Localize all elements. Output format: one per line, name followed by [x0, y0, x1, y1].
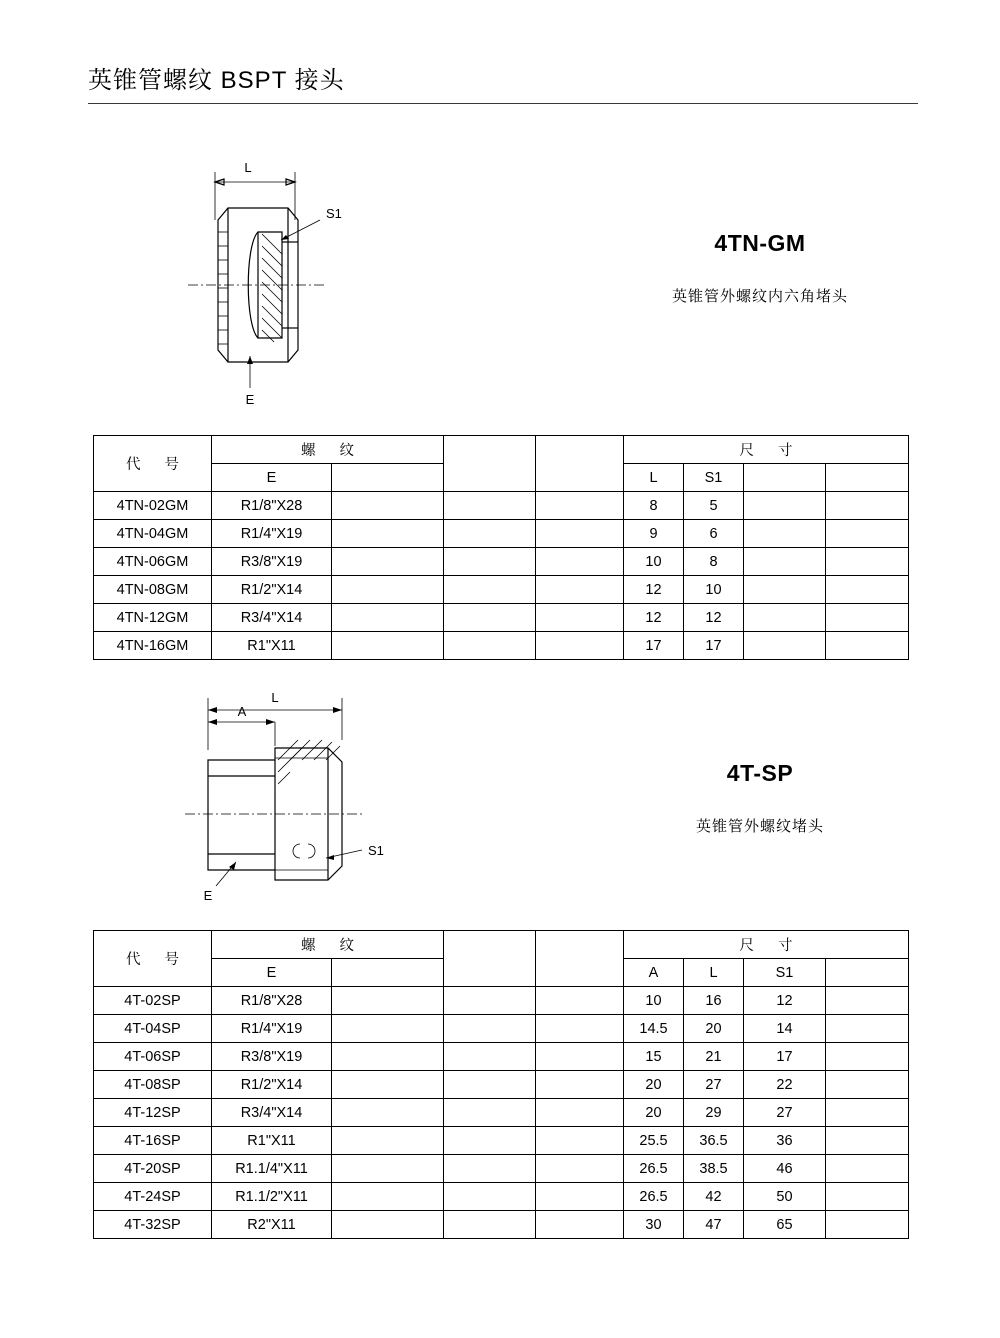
drawing-label-l: L: [271, 690, 279, 705]
page-title: 英锥管螺纹 BSPT 接头: [88, 67, 345, 94]
cell-a: 15: [624, 1043, 684, 1071]
cell-a: 14.5: [624, 1015, 684, 1043]
cell-code: 4T-08SP: [94, 1071, 212, 1099]
cell-code: 4TN-12GM: [94, 604, 212, 632]
cell-blank-2: [444, 604, 536, 632]
cell-l: 17: [624, 632, 684, 660]
cell-blank-2: [444, 1183, 536, 1211]
cell-e: R3/8"X19: [212, 548, 332, 576]
header-code: 代 号: [94, 436, 212, 492]
cell-blank-4: [826, 1183, 909, 1211]
cell-blank-4: [744, 576, 826, 604]
table-header-row: [94, 436, 909, 464]
cell-a: 25.5: [624, 1127, 684, 1155]
cell-code: 4T-20SP: [94, 1155, 212, 1183]
table-row: [94, 1127, 909, 1155]
subheader-blank-2: [444, 959, 536, 987]
cell-blank-3: [536, 1043, 624, 1071]
product-description: 英锥管外螺纹堵头: [695, 818, 824, 835]
cell-blank-1: [332, 1099, 444, 1127]
cell-blank-3: [536, 1155, 624, 1183]
cell-blank-4: [826, 1043, 909, 1071]
subheader-blank-3: [536, 464, 624, 492]
cell-s1: 8: [684, 548, 744, 576]
cell-l: 20: [684, 1015, 744, 1043]
cell-blank-3: [536, 1183, 624, 1211]
cell-e: R1"X11: [212, 1127, 332, 1155]
product-description: 英锥管外螺纹内六角堵头: [671, 288, 848, 305]
product-label-4tn-gm: [560, 230, 960, 306]
cell-s1: 6: [684, 520, 744, 548]
cell-blank-1: [332, 604, 444, 632]
page-header: [88, 60, 918, 104]
cell-l: 8: [624, 492, 684, 520]
cell-blank-3: [536, 1211, 624, 1239]
spec-table-4tn-gm: [93, 435, 909, 660]
cell-blank-3: [536, 576, 624, 604]
table-row: [94, 548, 909, 576]
cell-blank-1: [332, 1155, 444, 1183]
header-thread: 螺 纹: [212, 436, 444, 464]
cell-code: 4T-04SP: [94, 1015, 212, 1043]
subheader-l: L: [684, 959, 744, 987]
cell-a: 26.5: [624, 1155, 684, 1183]
cell-blank-4: [744, 492, 826, 520]
cell-blank-3: [536, 520, 624, 548]
subheader-blank-1: [332, 464, 444, 492]
cell-e: R1/4"X19: [212, 1015, 332, 1043]
table-row: [94, 1015, 909, 1043]
table-row: [94, 1211, 909, 1239]
cell-s1: 50: [744, 1183, 826, 1211]
cell-code: 4TN-04GM: [94, 520, 212, 548]
cell-code: 4TN-06GM: [94, 548, 212, 576]
subheader-a: A: [624, 959, 684, 987]
cell-blank-1: [332, 632, 444, 660]
cell-e: R1"X11: [212, 632, 332, 660]
cell-blank-3: [536, 987, 624, 1015]
cell-code: 4T-16SP: [94, 1127, 212, 1155]
cell-s1: 12: [744, 987, 826, 1015]
cell-s1: 10: [684, 576, 744, 604]
cell-blank-4: [826, 987, 909, 1015]
cell-blank-5: [826, 520, 909, 548]
cell-blank-2: [444, 1127, 536, 1155]
cell-a: 10: [624, 987, 684, 1015]
table-row: [94, 987, 909, 1015]
cell-e: R3/4"X14: [212, 1099, 332, 1127]
cell-blank-5: [826, 492, 909, 520]
cell-s1: 46: [744, 1155, 826, 1183]
table-row: [94, 1099, 909, 1127]
cell-blank-1: [332, 492, 444, 520]
cell-blank-4: [826, 1099, 909, 1127]
subheader-l: L: [624, 464, 684, 492]
cell-a: 20: [624, 1099, 684, 1127]
cell-blank-2: [444, 520, 536, 548]
subheader-blank-1: [332, 959, 444, 987]
cell-code: 4TN-08GM: [94, 576, 212, 604]
cell-l: 42: [684, 1183, 744, 1211]
cell-e: R1.1/4"X11: [212, 1155, 332, 1183]
product-label-4t-sp: [560, 760, 960, 836]
cell-blank-1: [332, 1015, 444, 1043]
table-row: [94, 1183, 909, 1211]
cell-blank-2: [444, 1043, 536, 1071]
subheader-e: E: [212, 464, 332, 492]
cell-l: 10: [624, 548, 684, 576]
cell-code: 4T-24SP: [94, 1183, 212, 1211]
cell-s1: 17: [684, 632, 744, 660]
cell-blank-1: [332, 1211, 444, 1239]
header-thread: 螺 纹: [212, 931, 444, 959]
cell-blank-2: [444, 492, 536, 520]
technical-drawing-4tn-gm: [150, 150, 530, 420]
subheader-blank-2: [444, 464, 536, 492]
cell-blank-4: [826, 1127, 909, 1155]
cell-code: 4TN-16GM: [94, 632, 212, 660]
table-row: [94, 576, 909, 604]
table-row: [94, 632, 909, 660]
cell-blank-4: [826, 1211, 909, 1239]
cell-e: R1.1/2"X11: [212, 1183, 332, 1211]
cell-blank-4: [744, 520, 826, 548]
cell-blank-2: [444, 1071, 536, 1099]
cell-e: R1/4"X19: [212, 520, 332, 548]
subheader-blank-4: [826, 959, 909, 987]
cell-blank-2: [444, 632, 536, 660]
cell-l: 47: [684, 1211, 744, 1239]
cell-blank-4: [744, 604, 826, 632]
cell-l: 27: [684, 1071, 744, 1099]
header-dimension: 尺 寸: [624, 436, 909, 464]
cell-s1: 27: [744, 1099, 826, 1127]
cell-blank-2: [444, 1155, 536, 1183]
table-row: [94, 520, 909, 548]
table-row: [94, 1155, 909, 1183]
subheader-e: E: [212, 959, 332, 987]
header-dimension: 尺 寸: [624, 931, 909, 959]
cell-blank-4: [744, 548, 826, 576]
cell-e: R3/8"X19: [212, 1043, 332, 1071]
spec-table-4t-sp: [93, 930, 909, 1239]
cell-blank-3: [536, 1127, 624, 1155]
cell-blank-5: [826, 604, 909, 632]
cell-blank-1: [332, 1127, 444, 1155]
cell-blank-3: [536, 1071, 624, 1099]
header-blank-2: [536, 931, 624, 959]
product-code: 4T-SP: [726, 760, 794, 786]
cell-a: 30: [624, 1211, 684, 1239]
subheader-blank-5: [826, 464, 909, 492]
cell-l: 12: [624, 604, 684, 632]
header-code: 代 号: [94, 931, 212, 987]
subheader-s1: S1: [684, 464, 744, 492]
cell-blank-1: [332, 548, 444, 576]
cell-blank-5: [826, 632, 909, 660]
cell-s1: 36: [744, 1127, 826, 1155]
subheader-blank-4: [744, 464, 826, 492]
cell-blank-3: [536, 1099, 624, 1127]
cell-blank-1: [332, 1183, 444, 1211]
cell-l: 9: [624, 520, 684, 548]
cell-code: 4TN-02GM: [94, 492, 212, 520]
cell-e: R2"X11: [212, 1211, 332, 1239]
cell-blank-3: [536, 548, 624, 576]
product-code: 4TN-GM: [714, 230, 806, 256]
cell-blank-2: [444, 1211, 536, 1239]
drawing-label-s1: S1: [368, 843, 384, 858]
header-blank-1: [444, 436, 536, 464]
cell-a: 26.5: [624, 1183, 684, 1211]
table-row: [94, 1071, 909, 1099]
cell-e: R3/4"X14: [212, 604, 332, 632]
cell-l: 38.5: [684, 1155, 744, 1183]
cell-blank-4: [826, 1071, 909, 1099]
cell-blank-1: [332, 1043, 444, 1071]
table-row: [94, 604, 909, 632]
header-blank-2: [536, 436, 624, 464]
cell-blank-5: [826, 576, 909, 604]
drawing-label-e: E: [245, 392, 255, 407]
cell-l: 21: [684, 1043, 744, 1071]
cell-blank-2: [444, 576, 536, 604]
table-subheader-row: [94, 959, 909, 987]
cell-blank-5: [826, 548, 909, 576]
cell-s1: 22: [744, 1071, 826, 1099]
technical-drawing-4t-sp: [150, 680, 530, 950]
cell-blank-1: [332, 1071, 444, 1099]
drawing-label-e: E: [203, 888, 213, 903]
cell-blank-4: [826, 1015, 909, 1043]
cell-blank-1: [332, 987, 444, 1015]
cell-e: R1/2"X14: [212, 1071, 332, 1099]
cell-blank-3: [536, 632, 624, 660]
cell-blank-3: [536, 1015, 624, 1043]
cell-code: 4T-06SP: [94, 1043, 212, 1071]
cell-l: 29: [684, 1099, 744, 1127]
cell-code: 4T-02SP: [94, 987, 212, 1015]
cell-s1: 65: [744, 1211, 826, 1239]
cell-code: 4T-12SP: [94, 1099, 212, 1127]
cell-l: 36.5: [684, 1127, 744, 1155]
cell-blank-3: [536, 604, 624, 632]
cell-blank-2: [444, 548, 536, 576]
cell-e: R1/8"X28: [212, 987, 332, 1015]
table-row: [94, 492, 909, 520]
cell-s1: 12: [684, 604, 744, 632]
subheader-blank-3: [536, 959, 624, 987]
cell-s1: 17: [744, 1043, 826, 1071]
table-subheader-row: [94, 464, 909, 492]
header-blank-1: [444, 931, 536, 959]
cell-blank-4: [826, 1155, 909, 1183]
cell-e: R1/2"X14: [212, 576, 332, 604]
drawing-label-a: A: [237, 704, 247, 719]
cell-code: 4T-32SP: [94, 1211, 212, 1239]
drawing-label-s1: S1: [326, 206, 342, 221]
cell-a: 20: [624, 1071, 684, 1099]
cell-blank-2: [444, 1015, 536, 1043]
cell-e: R1/8"X28: [212, 492, 332, 520]
cell-l: 12: [624, 576, 684, 604]
svg-text:L: L: [244, 160, 252, 175]
subheader-s1: S1: [744, 959, 826, 987]
cell-blank-3: [536, 492, 624, 520]
table-row: [94, 1043, 909, 1071]
cell-l: 16: [684, 987, 744, 1015]
cell-s1: 5: [684, 492, 744, 520]
cell-blank-2: [444, 987, 536, 1015]
table-header-row: [94, 931, 909, 959]
header-divider: [88, 103, 918, 104]
cell-blank-1: [332, 520, 444, 548]
cell-blank-4: [744, 632, 826, 660]
cell-blank-2: [444, 1099, 536, 1127]
cell-s1: 14: [744, 1015, 826, 1043]
cell-blank-1: [332, 576, 444, 604]
